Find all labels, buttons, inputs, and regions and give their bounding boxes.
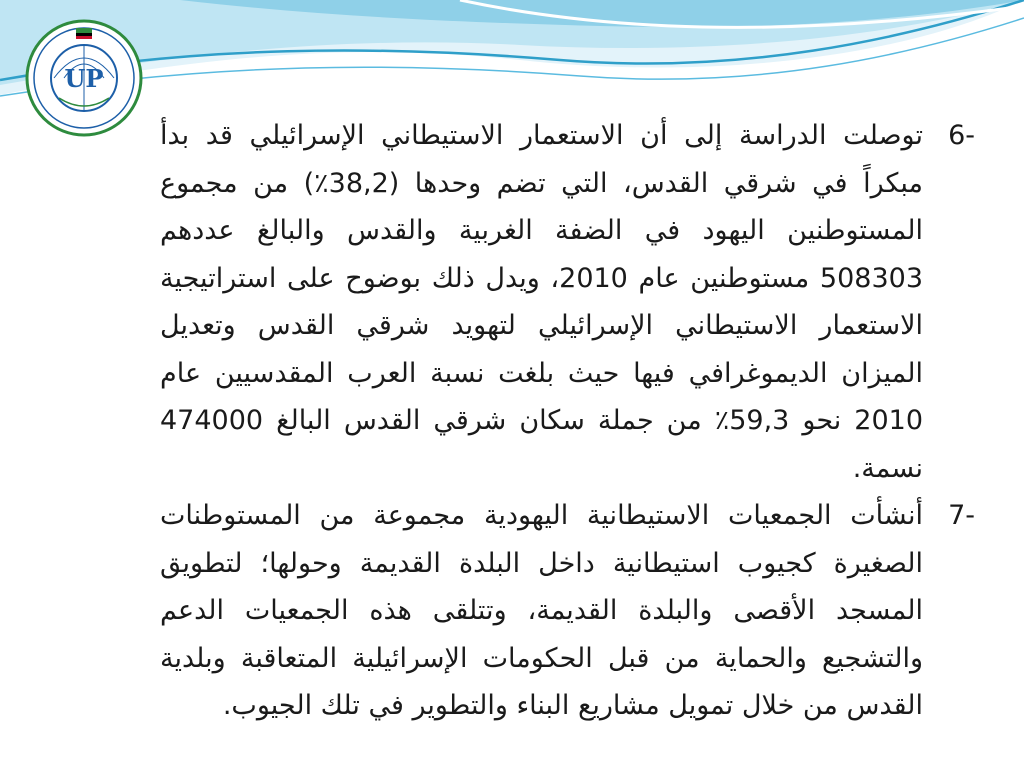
logo-monogram: UP: [64, 64, 104, 93]
list-item: [160, 112, 975, 492]
list-item: [160, 492, 975, 730]
item-text: توصلت الدراسة إلى أن الاستعمار الاستيطاني الإسرائيلي قد بدأ مبكراً في شرقي القدس، التي تضم وحدها (38,2٪) من مجموع المستوطنين اليهود في الضفة الغربية والقدس والبالغ عددهم 508303 مستوطنين عام 2010، ويدل ذلك بوضوح على استراتيجية الاستعمار الاستيطاني الإسرائيلي لتهويد شرقي القدس وتعديل الميزان الديموغرافي فيها حيث بلغت نسبة العرب المقدسيين عام 2010 نحو 59,3٪ من جملة سكان شرقي القدس البالغ 474000 نسمة.: [160, 120, 924, 484]
header-wave-decoration: [0, 0, 1024, 130]
university-logo: [24, 18, 144, 138]
item-number: 7-: [948, 500, 975, 531]
item-text: أنشأت الجمعيات الاستيطانية اليهودية مجموعة من المستوطنات الصغيرة كجيوب استيطانية داخل البلدة القديمة وحولها؛ لتطويق المسجد الأقصى والبلدة القديمة، وتتلقى هذه الجمعيات الدعم والتشجيع والحماية من قبل الحكومات الإسرائيلية المتعاقبة وبلدية القدس من خلال تمويل مشاريع البناء والتطوير في تلك الجيوب.: [160, 500, 923, 721]
item-number: 6-: [948, 120, 975, 151]
slide-content: [160, 112, 975, 727]
